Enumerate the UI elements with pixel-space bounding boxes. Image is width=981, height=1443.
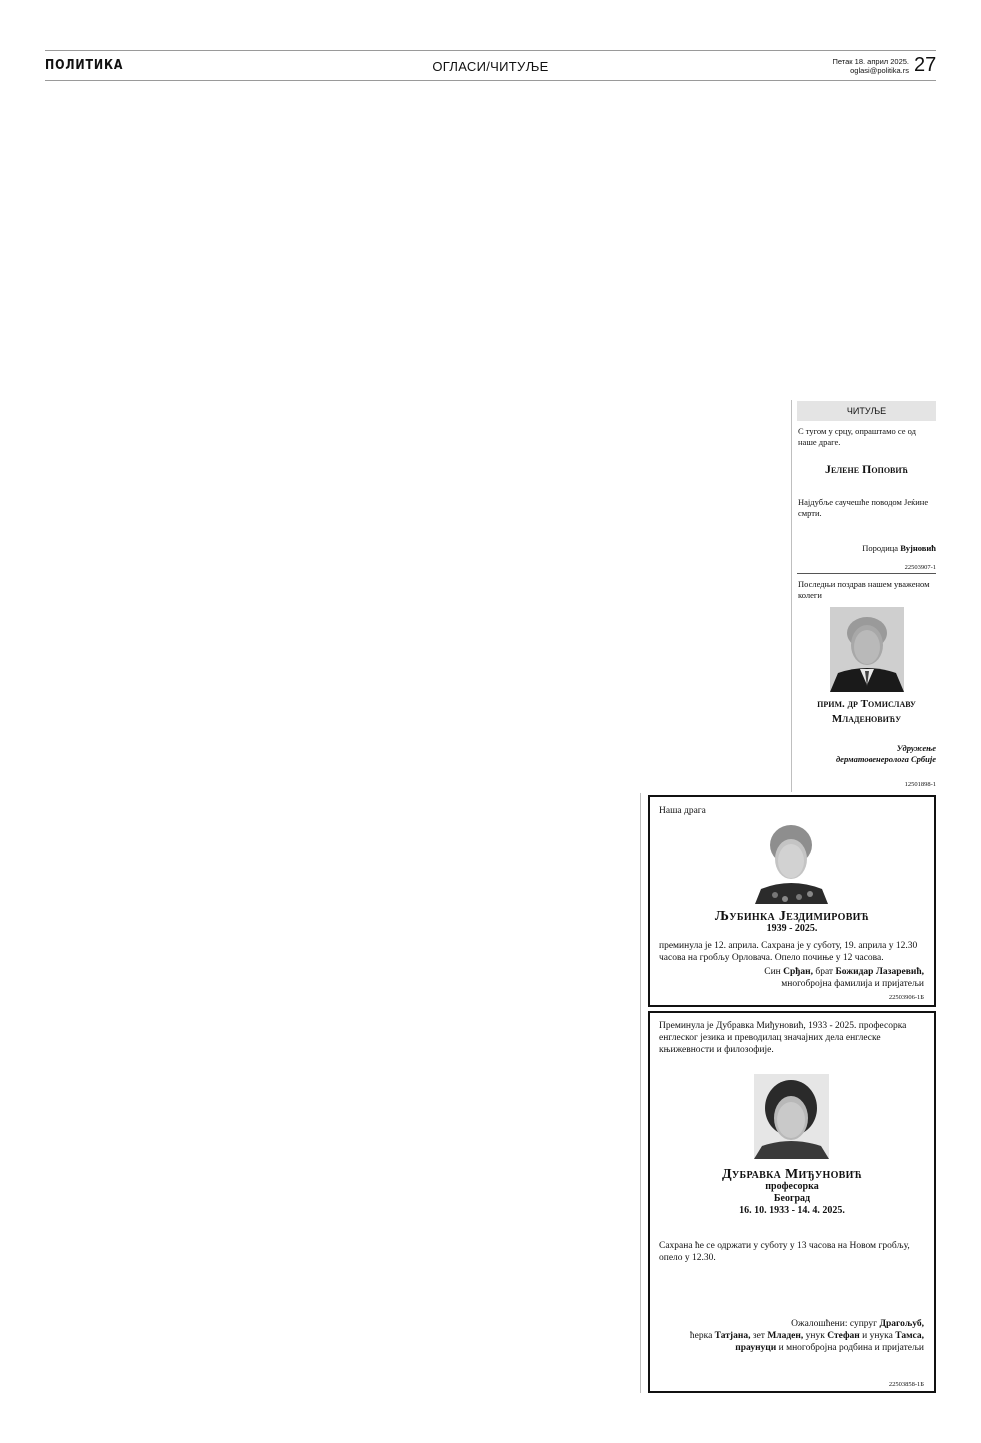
mourner-name: Татјана, [714,1331,751,1341]
notice1-name: Јелене Поповић [824,462,909,476]
notice-separator [797,573,936,574]
notice4-code: 22503858-1Б [888,1381,924,1388]
mourners-text: зет [752,1331,765,1341]
notice3-sig-line2: многобројна фамилија и пријатељи [781,979,924,989]
portrait-photo [754,1074,829,1159]
notice3-intro: Наша драга [659,806,706,816]
notice2-name-line2: Младеновићу [831,713,902,725]
notice2-signature-line1: Удружење [896,743,936,753]
mourner-name: праунуци [735,1343,777,1353]
notice3-years: 1939 - 2025. [766,923,818,934]
notice1-signature-prefix: Породица [862,543,899,553]
notice2-signature-line2: дерматовенеролога Србије [835,754,936,764]
notice2-intro: Последњи поздрав нашем уваженом колеги [798,579,930,600]
notice4-funeral: Сахрана ће се одржати у суботу у 13 часова на Новом гробљу, опело у 12.30. [659,1241,910,1263]
mourners-text: Ожалошћени: супруг [791,1319,878,1329]
notice1-code: 22503907-1 [904,564,936,571]
notice3-code: 22503906-1Б [888,994,924,1001]
mourners-text: ћерка [689,1331,713,1341]
notice3-signature [659,966,924,990]
notice3-sig-mid: брат [815,967,834,977]
header-bottom-rule [45,80,936,81]
newspaper-logo: ПОЛИТИКА [45,58,124,73]
mourner-name: Стефан [827,1331,860,1341]
notice3-sig-brother: Божидар Лазаревић, [835,967,924,977]
column-rule [791,400,792,792]
notice2-code: 12501898-1 [904,781,936,788]
notice1-signature [797,543,936,554]
notice2-signature [797,743,936,765]
notice1-signature-name: Вујновић [900,543,936,553]
column-heading: ЧИТУЉЕ [797,401,936,421]
mourners-text: и многобројна родбина и пријатељи [778,1343,924,1353]
notice4-city: Београд [773,1193,811,1204]
notice3-sig-prefix: Син [764,967,781,977]
notice3-sig-son: Срђан, [783,967,813,977]
portrait-photo [755,821,828,904]
mourner-name: Драгољуб, [879,1319,924,1329]
dateline [832,57,909,75]
notice3-name: Љубинка Јездимировић [714,909,870,924]
notice4-dates: 16. 10. 1933 - 14. 4. 2025. [739,1205,845,1216]
notice2-name [797,697,936,727]
mourner-name: Тамса, [895,1331,924,1341]
column-rule [640,793,641,1393]
issue-date: Петак 18. април 2025. [832,57,909,66]
header-top-rule [45,50,936,51]
mourners-text: унук [805,1331,825,1341]
portrait-photo [830,607,904,692]
mourners-text: и унука [862,1331,893,1341]
notice3-body: преминула је 12. априла. Сахрана је у суботу, 19. априла у 12.30 часова на гробљу Орловача. Опело почиње у 12 часова. [659,941,918,963]
notice2-name-line1: прим. др Томиславу [817,698,916,710]
notice4-title: професорка [765,1181,819,1192]
page-number: 27 [914,54,937,76]
mourner-name: Младен, [767,1331,804,1341]
section-title: ОГЛАСИ/ЧИТУЉЕ [432,59,549,74]
contact-email: oglasi@politika.rs [850,66,909,75]
notice1-intro: С тугом у срцу, опраштамо се од наше драге. [798,426,916,447]
notice1-condolence: Најдубље саучешће поводом Јеќине смрти. [798,497,929,518]
notice4-intro: Преминула је Дубравка Миђуновић, 1933 - 2025. професорка енглеског језика и преводилац значајних дела енглеске књижевности и филозофије. [659,1021,907,1055]
notice4-mourners [652,1318,924,1354]
notice4-name: Дубравка Миђуновић [721,1167,862,1182]
